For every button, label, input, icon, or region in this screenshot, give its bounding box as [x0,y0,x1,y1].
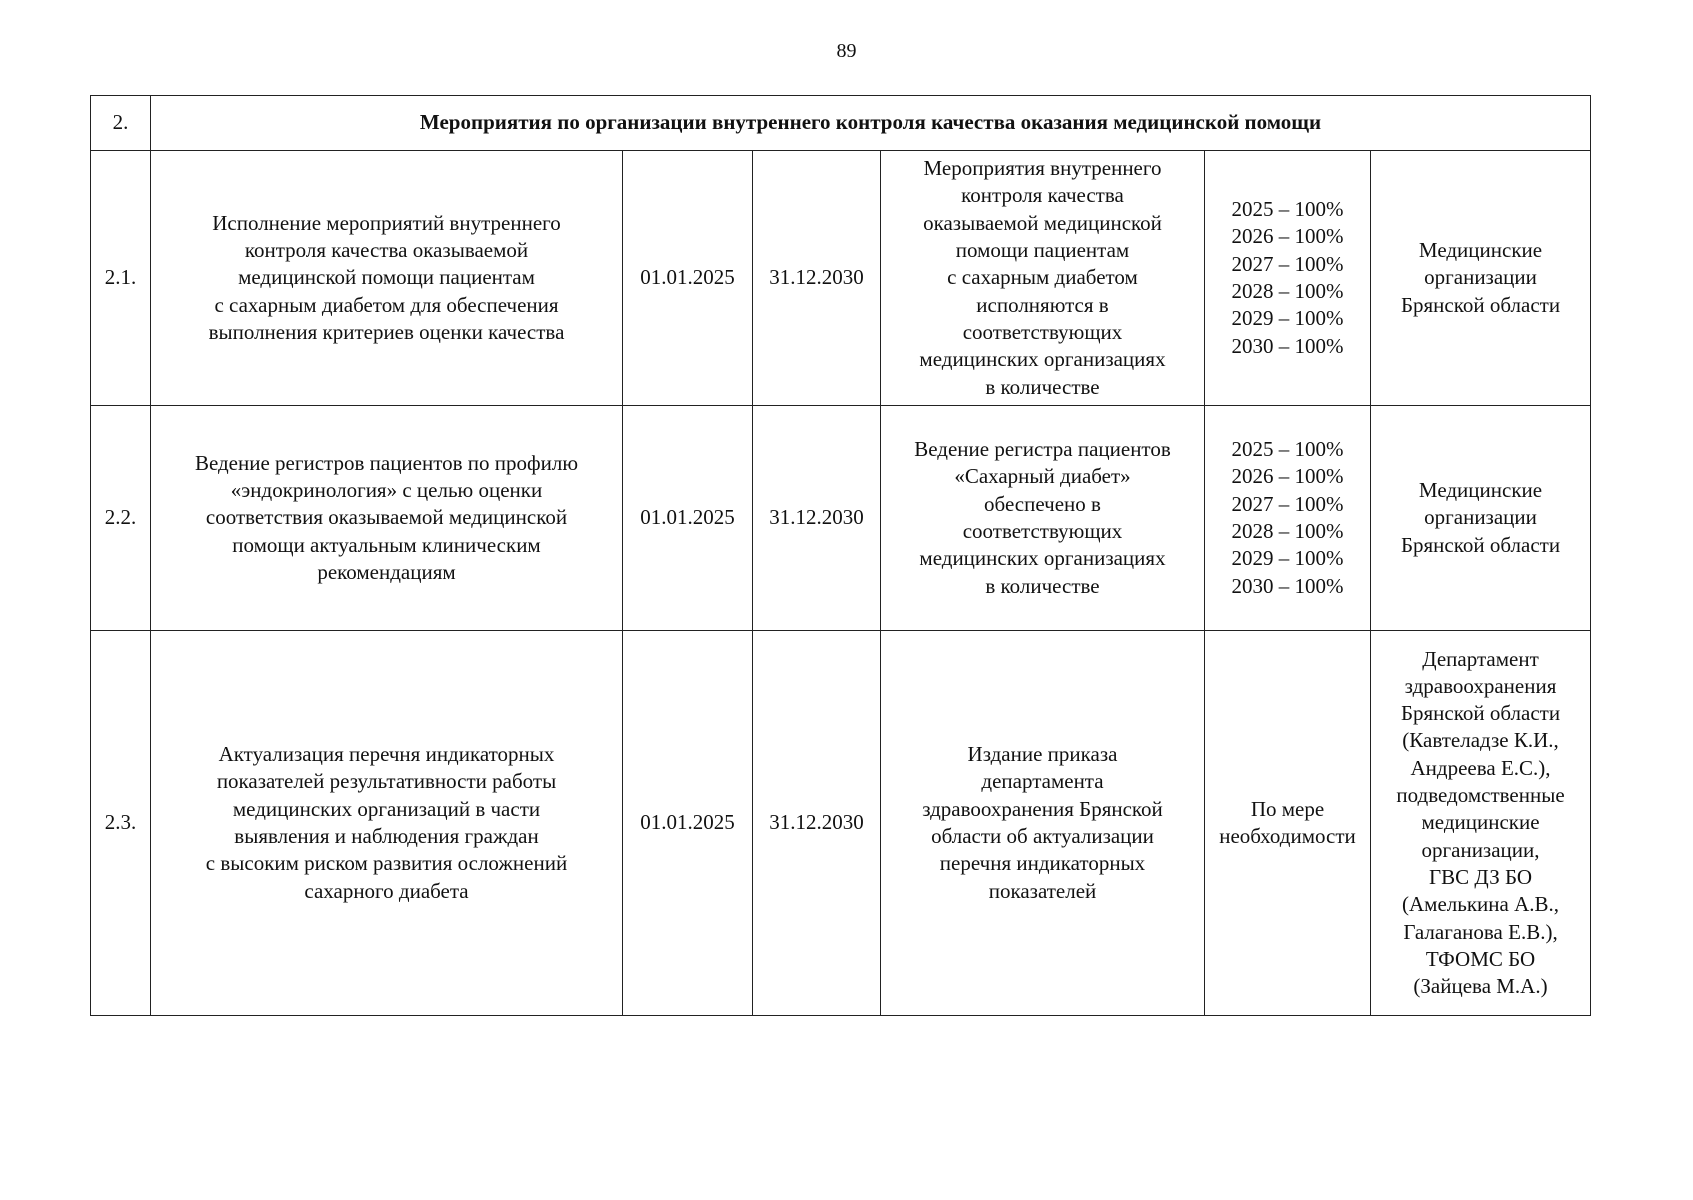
text-line: исполняются в [976,292,1109,317]
text-line: Брянской области [1400,532,1561,557]
text-line: в количестве [985,573,1100,598]
text-line: медицинских организациях [919,347,1166,372]
section-number: 2. [91,96,151,151]
text-line: Департамент [1422,646,1539,671]
table-row [91,631,1591,1016]
responsible-cell [1371,151,1591,406]
end-date-cell: 31.12.2030 [753,406,881,631]
text-line: необходимости [1219,824,1356,848]
text-line: 2030 – 100% [1231,333,1344,358]
activity-cell [151,406,623,631]
text-line: ТФОМС БО [1425,946,1536,971]
text-line: Исполнение мероприятий внутреннего [212,210,561,235]
text-line: контроля качества оказываемой [244,238,529,263]
text-line: показателей [988,878,1097,903]
text-line: 2028 – 100% [1231,519,1344,543]
text-line: медицинские [1421,810,1540,835]
text-line: (Зайцева М.А.) [1413,974,1548,999]
end-date-cell: 31.12.2030 [753,631,881,1016]
text-line: здравоохранения Брянской [922,796,1163,821]
text-line: медицинских организаций в части [232,796,541,821]
text-line: Мероприятия внутреннего [923,156,1162,181]
text-line: области об актуализации [931,824,1154,848]
text-line: 2025 – 100% [1231,197,1344,222]
text-line: здравоохранения [1404,673,1557,698]
text-line: обеспечено в [984,491,1101,516]
text-line: 2026 – 100% [1231,464,1344,489]
text-line: департамента [981,769,1104,794]
text-line: ГВС ДЗ БО [1428,864,1533,889]
text-line: соответствующих [962,519,1123,543]
targets-cell [1205,631,1371,1016]
result-cell [881,631,1205,1016]
text-line: «Сахарный диабет» [954,464,1131,489]
end-date-cell: 31.12.2030 [753,151,881,406]
table-row [91,406,1591,631]
row-number: 2.1. [91,151,151,406]
text-line: сахарного диабета [304,878,469,903]
text-line: Актуализация перечня индикаторных [218,742,555,767]
text-line: соответствия оказываемой медицинской [205,505,568,530]
text-line: помощи пациентам [955,238,1130,263]
text-line: 2025 – 100% [1231,437,1344,462]
text-line: Андреева Е.С.), [1410,755,1551,780]
text-line: организации [1424,505,1537,530]
text-line: 2026 – 100% [1231,224,1344,249]
text-line: По мере [1250,796,1325,821]
text-line: 2028 – 100% [1231,279,1344,303]
text-line: 2027 – 100% [1231,251,1344,276]
text-line: показателей результативности работы [216,769,557,794]
targets-cell [1205,151,1371,406]
text-line: Медицинские [1418,238,1543,263]
text-line: 2029 – 100% [1231,546,1344,571]
text-line: 2029 – 100% [1231,306,1344,331]
text-line: Медицинские [1418,478,1543,503]
text-line: контроля качества [961,183,1124,208]
text-line: 2030 – 100% [1231,573,1344,598]
text-line: (Амелькина А.В., [1402,892,1560,917]
start-date-cell: 01.01.2025 [623,631,753,1016]
text-line: Издание приказа [967,742,1118,767]
text-line: 2027 – 100% [1231,491,1344,516]
text-line: перечня индикаторных [939,851,1146,876]
text-line: рекомендациям [317,559,456,584]
text-line: подведомственные [1396,783,1565,808]
text-line: (Кавтеладзе К.И., [1402,728,1559,753]
activities-table [90,95,1591,1016]
text-line: организации [1424,265,1537,290]
start-date-cell: 01.01.2025 [623,151,753,406]
result-cell [881,406,1205,631]
responsible-cell [1371,406,1591,631]
text-line: с сахарным диабетом для обеспечения [214,292,559,317]
text-line: в количестве [985,374,1100,399]
row-number: 2.2. [91,406,151,631]
text-line: оказываемой медицинской [923,210,1162,235]
responsible-cell [1371,631,1591,1016]
text-line: соответствующих [962,319,1123,344]
text-line: Ведение регистров пациентов по профилю [194,450,579,475]
page-number: 89 [836,40,857,62]
start-date-cell: 01.01.2025 [623,406,753,631]
section-header-row [91,96,1591,151]
text-line: медицинских организациях [919,546,1166,571]
section-title: Мероприятия по организации внутреннего контроля качества оказания медицинской помощи [151,96,1591,151]
text-line: выявления и наблюдения граждан [234,824,539,848]
activity-cell [151,151,623,406]
text-line: Брянской области [1400,292,1561,317]
text-line: с высоким риском развития осложнений [205,851,568,876]
targets-cell [1205,406,1371,631]
text-line: организации, [1421,837,1540,862]
text-line: с сахарным диабетом [947,265,1138,290]
text-line: помощи актуальным клиническим [232,532,541,557]
text-line: Ведение регистра пациентов [914,437,1171,462]
table-row [91,151,1591,406]
text-line: Галаганова Е.В.), [1403,919,1558,944]
text-line: выполнения критериев оценки качества [208,319,565,344]
text-line: медицинской помощи пациентам [238,265,535,290]
text-line: Брянской области [1400,701,1561,726]
activity-cell [151,631,623,1016]
result-cell [881,151,1205,406]
text-line: «эндокринология» с целью оценки [230,478,543,503]
row-number: 2.3. [91,631,151,1016]
